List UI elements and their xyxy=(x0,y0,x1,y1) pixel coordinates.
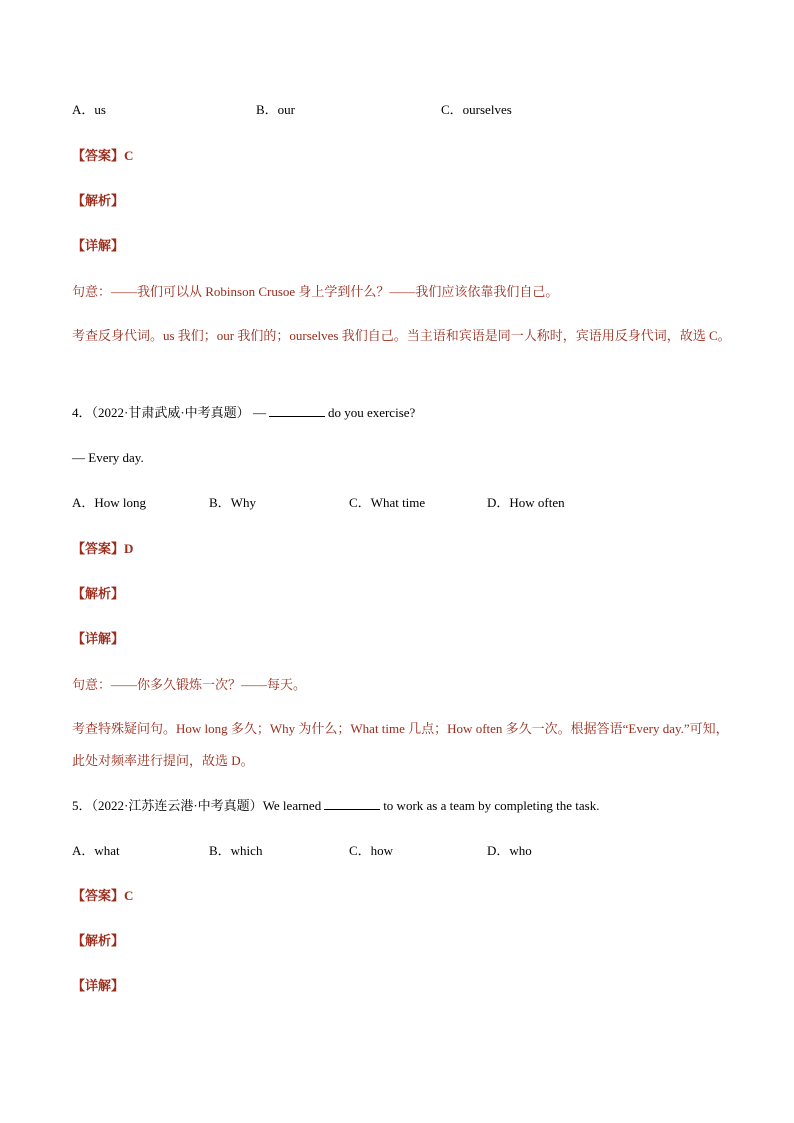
stem-after: do you exercise? xyxy=(327,405,416,420)
question-source: （2022·甘肃武威·中考真题） xyxy=(91,405,250,420)
stem-before: We learned xyxy=(262,798,322,813)
q4-detail-label: 【详解】 xyxy=(72,631,125,646)
answer-blank xyxy=(324,797,380,810)
q5-analysis-label: 【解析】 xyxy=(72,933,125,948)
q4-meaning: 句意：——你多久锻炼一次？——每天。 xyxy=(72,677,307,692)
answer-label: 【答案】 xyxy=(72,888,125,903)
q5-option-d: D．who xyxy=(487,843,532,858)
question-number: 5． xyxy=(72,798,92,813)
answer-label: 【答案】 xyxy=(72,541,125,556)
q3-answer xyxy=(72,147,133,165)
q4-analysis-label: 【解析】 xyxy=(72,586,125,601)
q3-detail-label: 【详解】 xyxy=(72,238,125,253)
q4-reply: — Every day. xyxy=(72,450,144,465)
q3-explanation: 考查反身代词。us 我们；our 我们的；ourselves 我们自己。当主语和宾语是同一人称时，宾语用反身代词，故选 C。 xyxy=(72,328,731,343)
q3-option-c: C．ourselves xyxy=(441,102,512,117)
q3-analysis-label: 【解析】 xyxy=(72,193,125,208)
q4-option-d: D．How often xyxy=(487,495,565,510)
q5-stem xyxy=(72,797,599,815)
answer-value: C xyxy=(124,148,134,163)
stem-after: to work as a team by completing the task. xyxy=(383,798,600,813)
q5-answer xyxy=(72,887,133,905)
answer-label: 【答案】 xyxy=(72,148,125,163)
q3-meaning: 句意：——我们可以从 Robinson Crusoe 身上学到什么？——我们应该依靠我们自己。 xyxy=(72,284,559,299)
q3-option-b: B．our xyxy=(256,102,296,117)
q3-option-a: A．us xyxy=(72,102,106,117)
q4-option-a: A．How long xyxy=(72,495,147,510)
q4-option-b: B．Why xyxy=(209,495,256,510)
q4-answer xyxy=(72,540,133,558)
q5-detail-label: 【详解】 xyxy=(72,978,125,993)
q4-option-c: C．What time xyxy=(349,495,426,510)
question-number: 4． xyxy=(72,405,92,420)
answer-blank xyxy=(269,404,325,417)
stem-before: — xyxy=(252,405,266,420)
q5-option-b: B．which xyxy=(209,843,263,858)
question-source: （2022·江苏连云港·中考真题） xyxy=(91,798,263,813)
q4-stem xyxy=(72,404,415,422)
answer-value: D xyxy=(124,541,134,556)
q4-explanation: 考查特殊疑问句。How long 多久；Why 为什么；What time 几点；How often 多久一次。根据答语“Every day.”可知，此处对频率进行提问，故选 D。 xyxy=(72,721,729,768)
answer-value: C xyxy=(124,888,134,903)
q5-option-c: C．how xyxy=(349,843,394,858)
q5-option-a: A．what xyxy=(72,843,120,858)
